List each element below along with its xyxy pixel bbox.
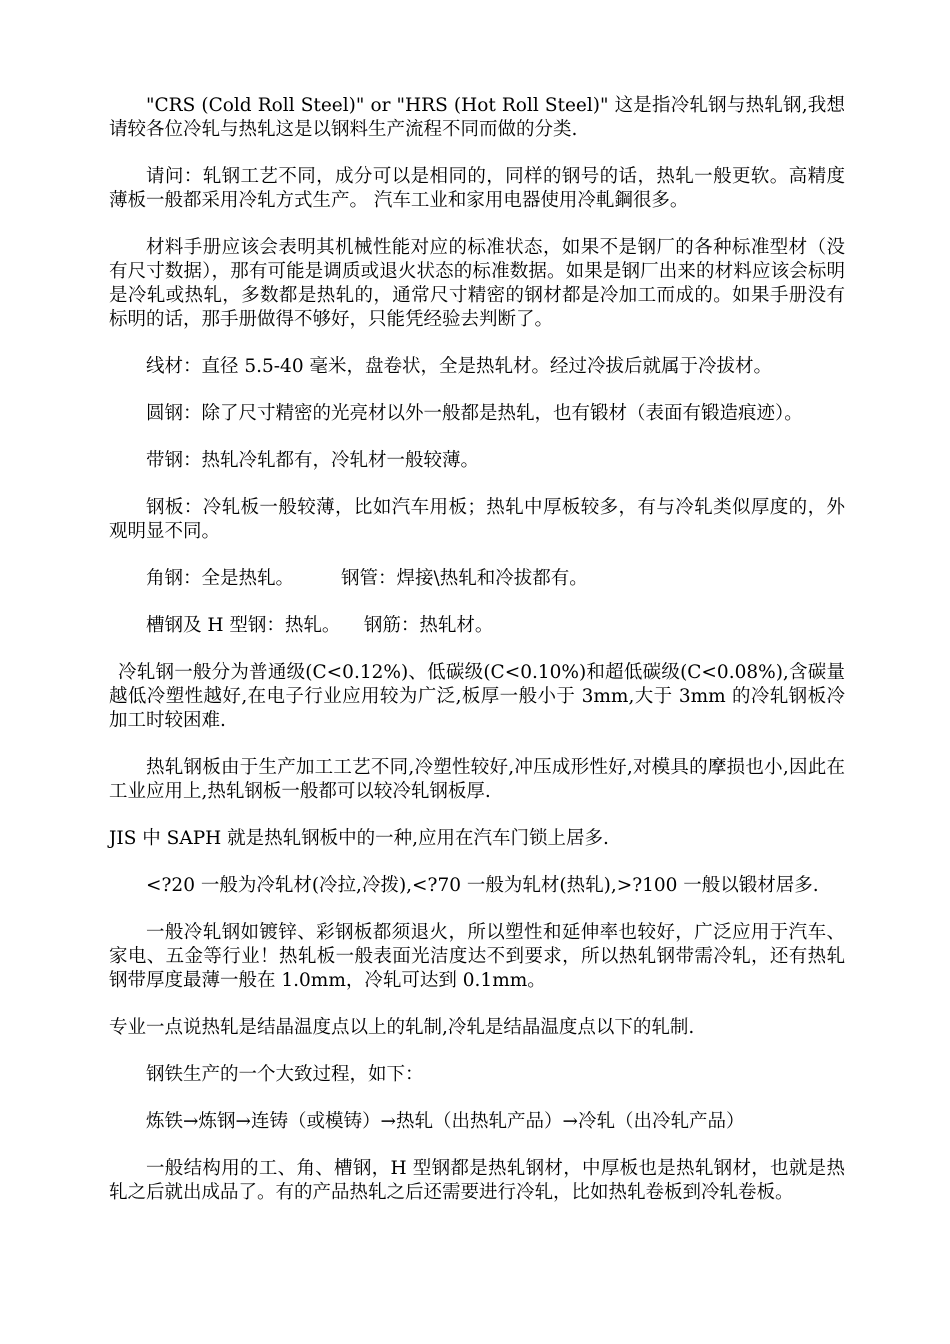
paragraph-recrystallization: 专业一点说热轧是结晶温度点以上的轧制,冷轧是结晶温度点以下的轧制.	[109, 1017, 695, 1038]
document-body	[109, 94, 845, 1228]
paragraph-structural-steel: 一般结构用的工、角、槽钢，H 型钢都是热轧钢材，中厚板也是热轧钢材，也就是热轧之后就出成品了。有的产品热轧之后还需要进行冷轧，比如热轧卷板到冷轧卷板。	[109, 1158, 845, 1203]
paragraph-steel-plate: 钢板：冷轧板一般较薄，比如汽车用板；热轧中厚板较多，有与冷轧类似厚度的，外观明显不同。	[109, 497, 845, 542]
paragraph-strip-steel: 带钢：热轧冷轧都有，冷轧材一般较薄。	[146, 450, 480, 471]
paragraph-jis-saph: JIS 中 SAPH 就是热轧钢板中的一种,应用在汽车门锁上居多.	[109, 828, 609, 849]
paragraph-crs-hrs: "CRS (Cold Roll Steel)" or "HRS (Hot Roll Steel)" 这是指冷轧钢与热轧钢,我想请较各位冷轧与热轧这是以钢料生产流程不同而做的分类.	[109, 95, 845, 140]
paragraph-material-handbook: 材料手册应该会表明其机械性能对应的标准状态，如果不是钢厂的各种标准型材（没有尺寸数据），那有可能是调质或退火状态的标准数据。如果是钢厂出来的材料应该会标明是冷轧或热轧，多数都是热轧的，通常尺寸精密的钢材都是冷加工而成的。如果手册没有标明的话，那手册做得不够好，只能凭经验去判断了。	[109, 237, 845, 330]
paragraph-channel-rebar: 槽钢及 H 型钢：热轧。 钢筋：热轧材。	[146, 615, 494, 636]
paragraph-process-intro: 钢铁生产的一个大致过程，如下：	[146, 1064, 424, 1085]
paragraph-process-flow: 炼铁→炼钢→连铸（或模铸）→热轧（出热轧产品）→冷轧（出冷轧产品）	[146, 1111, 745, 1132]
paragraph-angle-steel-pipe: 角钢：全是热轧。 钢管：焊接\热轧和冷拔都有。	[146, 568, 588, 589]
paragraph-cold-rolled-grades: 冷轧钢一般分为普通级(C<0.12%)、低碳级(C<0.10%)和超低碳级(C<0.08%),含碳量越低冷塑性越好,在电子行业应用较为广泛,板厚一般小于 3mm,大于 3mm 的冷轧钢板冷加工时较困难.	[109, 662, 845, 731]
paragraph-round-steel: 圆钢：除了尺寸精密的光亮材以外一般都是热轧，也有锻材（表面有锻造痕迹）。	[146, 403, 803, 424]
paragraph-diameter-ranges: <?20 一般为冷轧材(冷拉,冷拨),<?70 一般为轧材(热轧),>?100 一般以锻材居多.	[146, 875, 819, 896]
paragraph-question: 请问：轧钢工艺不同，成分可以是相同的，同样的钢号的话，热轧一般更软。高精度薄板一般都采用冷轧方式生产。 汽车工业和家用电器使用冷軋鋼很多。	[109, 166, 845, 211]
paragraph-wire-rod: 线材：直径 5.5-40 毫米，盘卷状，全是热轧材。经过冷拔后就属于冷拔材。	[146, 356, 772, 377]
paragraph-annealing: 一般冷轧钢如镀锌、彩钢板都须退火，所以塑性和延伸率也较好，广泛应用于汽车、家电、五金等行业！热轧板一般表面光洁度达不到要求，所以热轧钢带需冷轧，还有热轧钢带厚度最薄一般在 1.0mm，冷轧可达到 0.1mm。	[109, 922, 845, 991]
paragraph-hot-rolled-plate: 热轧钢板由于生产加工工艺不同,冷塑性较好,冲压成形性好,对模具的摩损也小,因此在工业应用上,热轧钢板一般都可以较冷轧钢板厚.	[109, 757, 845, 802]
